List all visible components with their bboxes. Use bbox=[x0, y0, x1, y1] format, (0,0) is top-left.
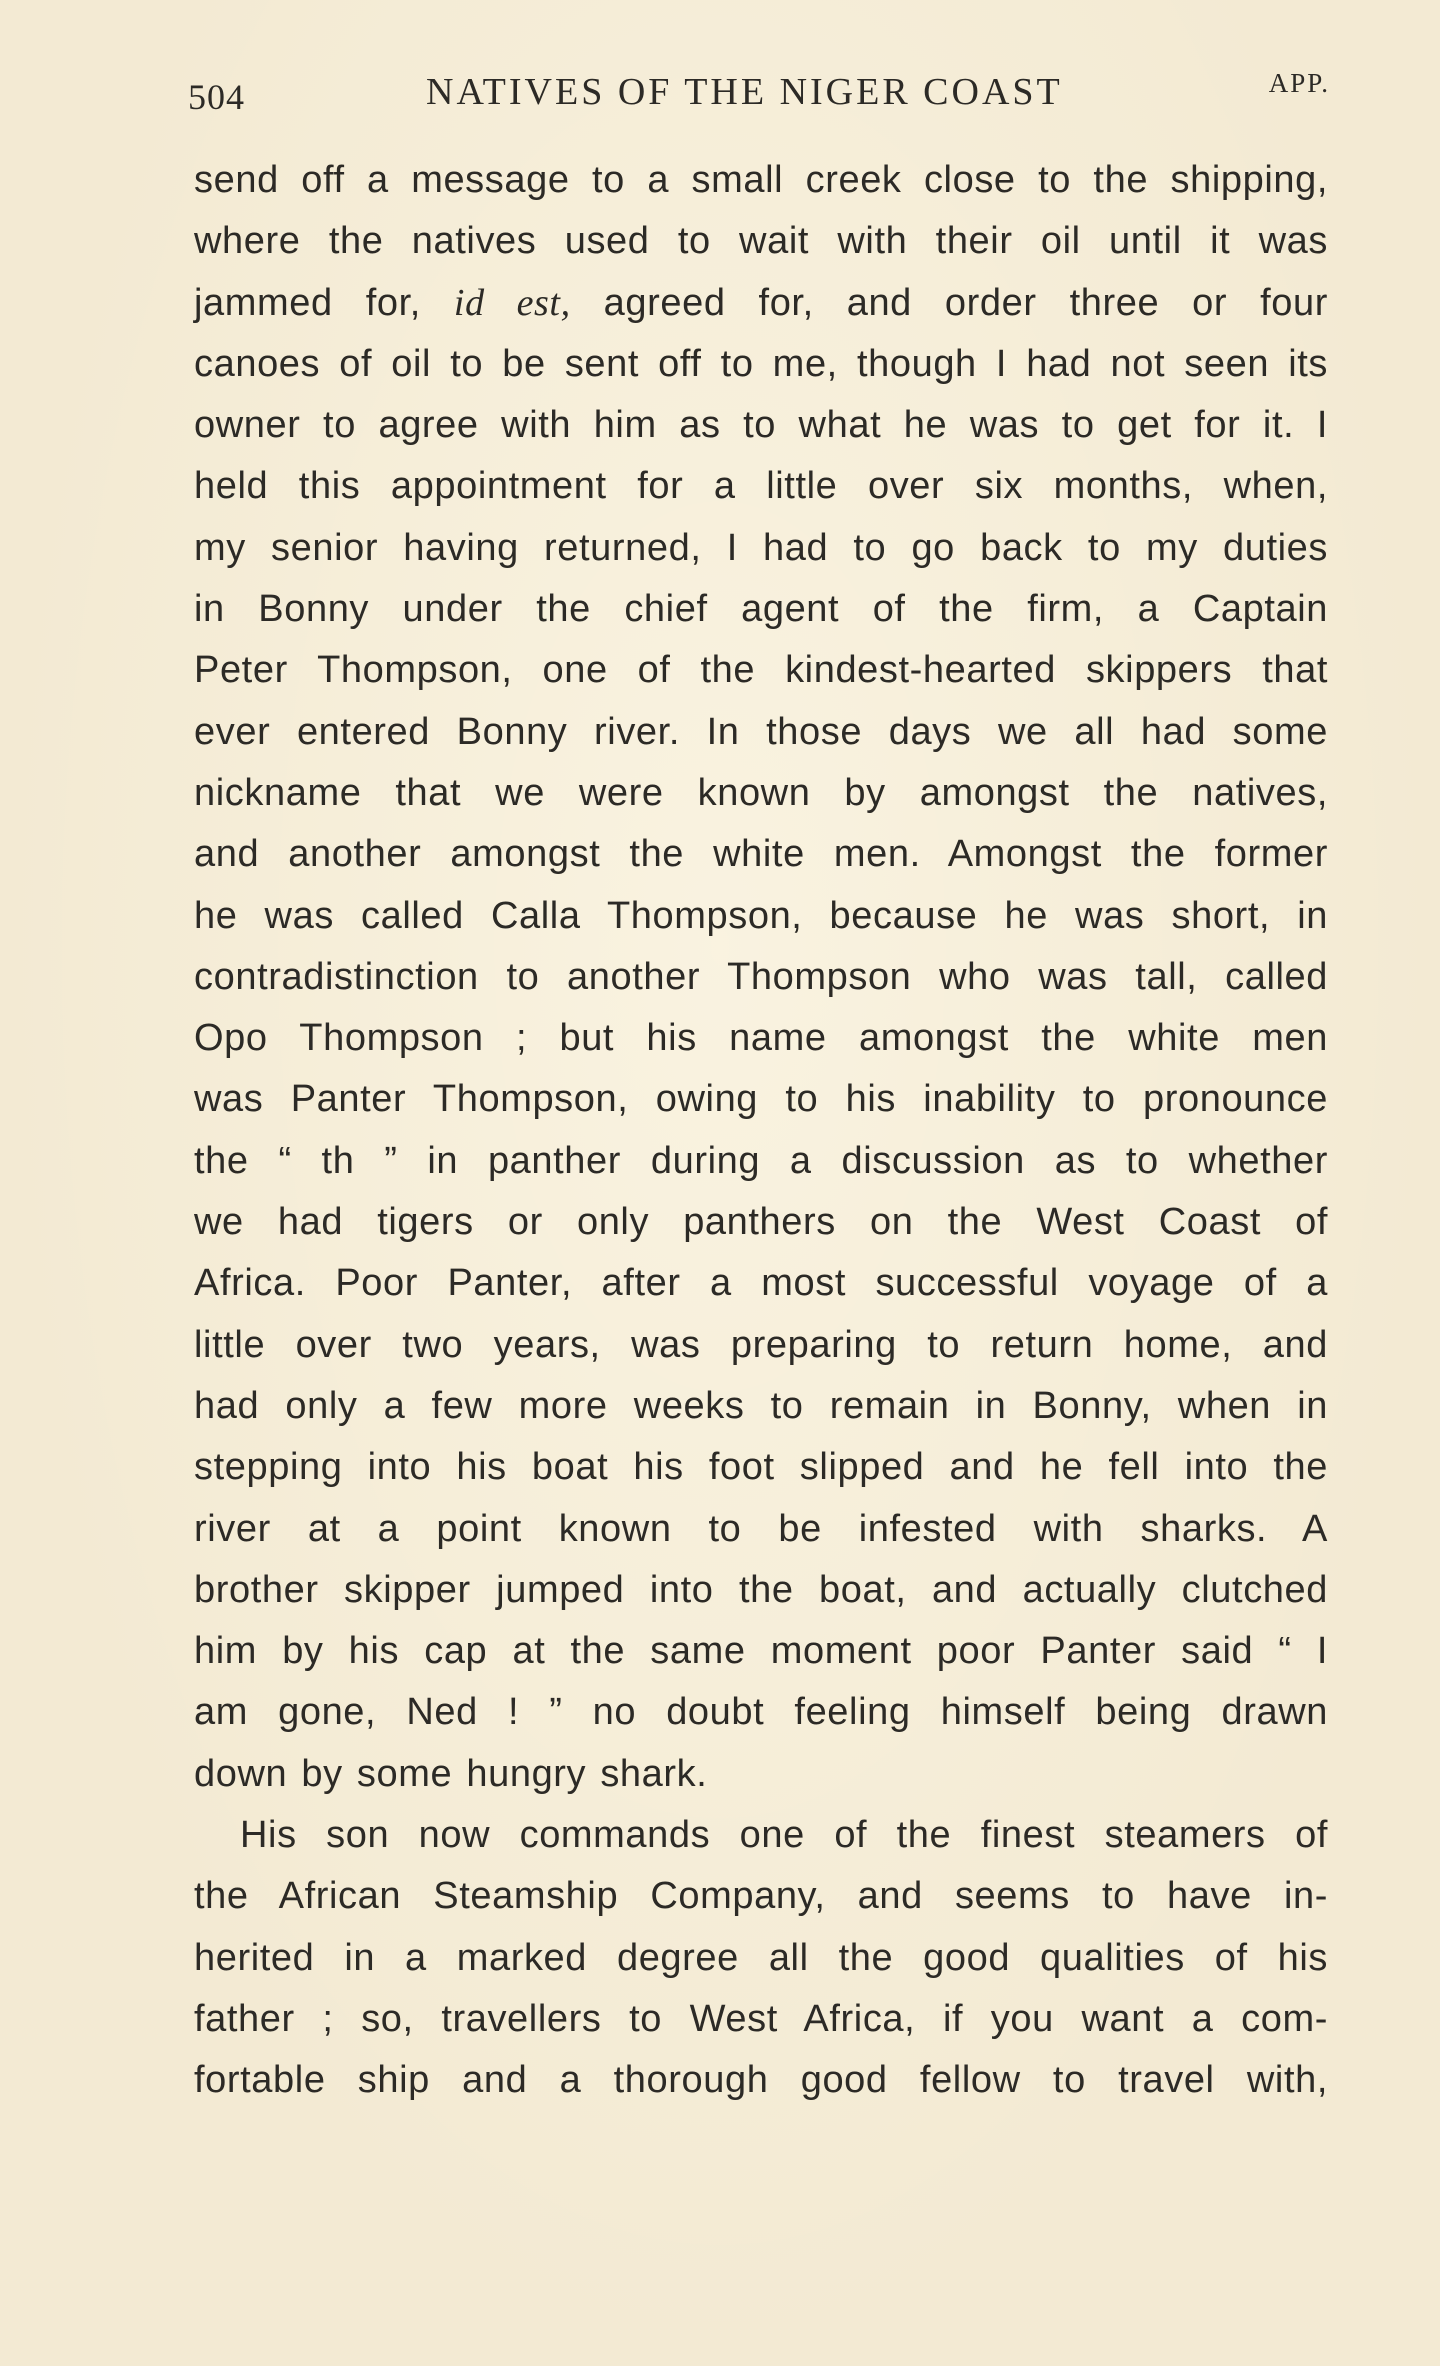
line-text: we had tigers or only panthers on the West Coast of bbox=[194, 1201, 1328, 1244]
line-text: he was called Calla Thompson, because he was short, in bbox=[194, 894, 1328, 937]
text-line bbox=[194, 702, 1328, 763]
line-text: down by some hungry shark. bbox=[194, 1752, 708, 1795]
text-line bbox=[194, 1131, 1328, 1192]
section-mark: APP. bbox=[1268, 68, 1330, 98]
line-text: owner to agree with him as to what he was to get for it. I bbox=[194, 404, 1328, 447]
page-header bbox=[188, 68, 1330, 128]
text-line bbox=[194, 518, 1328, 579]
line-text: send off a message to a small creek close to the shipping, bbox=[194, 159, 1328, 201]
line-text: contradistinction to another Thompson who was tall, called bbox=[194, 955, 1328, 998]
line-text: Peter Thompson, one of the kindest-hearted skippers that bbox=[194, 649, 1328, 692]
text-line bbox=[194, 640, 1328, 701]
text-line bbox=[194, 1192, 1328, 1253]
line-text: nickname that we were known by amongst the natives, bbox=[194, 771, 1328, 814]
paragraph bbox=[194, 1805, 1328, 2111]
line-text: the African Steamship Company, and seems to have in- bbox=[194, 1875, 1328, 1918]
line-text: brother skipper jumped into the boat, and actually clutched bbox=[194, 1568, 1328, 1611]
italic-phrase: id est, bbox=[453, 281, 571, 324]
text-line bbox=[194, 2050, 1328, 2111]
line-text: where the natives used to wait with their oil until it was bbox=[194, 220, 1328, 263]
line-text: little over two years, was preparing to return home, and bbox=[194, 1323, 1328, 1366]
line-text: herited in a marked degree all the good qualities of his bbox=[194, 1936, 1328, 1979]
text-line bbox=[194, 1499, 1328, 1560]
text-line bbox=[194, 1928, 1328, 1989]
body-text bbox=[194, 150, 1328, 2112]
text-line bbox=[194, 1315, 1328, 1376]
line-text: canoes of oil to be sent off to me, though I had not seen its bbox=[194, 342, 1328, 385]
text-line bbox=[194, 824, 1328, 885]
line-text: and another amongst the white men. Amongst the former bbox=[194, 833, 1328, 876]
text-line bbox=[194, 763, 1328, 824]
line-text: him by his cap at the same moment poor Panter said “ I bbox=[194, 1630, 1328, 1673]
line-text: river at a point known to be infested with sharks. A bbox=[194, 1507, 1328, 1550]
text-line bbox=[194, 1069, 1328, 1130]
line-text: Opo Thompson ; but his name amongst the white men bbox=[194, 1017, 1328, 1060]
paragraph bbox=[194, 150, 1328, 1805]
text-line bbox=[194, 1560, 1328, 1621]
text-line bbox=[194, 1744, 1328, 1805]
text-line bbox=[194, 886, 1328, 947]
line-text: stepping into his boat his foot slipped and he fell into the bbox=[194, 1446, 1328, 1489]
line-text: His son now commands one of the finest steamers of bbox=[240, 1814, 1328, 1857]
text-line bbox=[194, 947, 1328, 1008]
text-line bbox=[194, 1866, 1328, 1927]
line-text: held this appointment for a little over six months, when, bbox=[194, 465, 1328, 508]
text-line bbox=[194, 273, 1328, 334]
text-line bbox=[194, 1805, 1328, 1866]
line-text: the “ th ” in panther during a discussion as to whether bbox=[194, 1139, 1328, 1182]
line-text: jammed for, bbox=[194, 281, 454, 324]
text-line bbox=[194, 1437, 1328, 1498]
line-text: my senior having returned, I had to go back to my duties bbox=[194, 526, 1328, 569]
text-line bbox=[194, 211, 1328, 272]
line-text: am gone, Ned ! ” no doubt feeling himself being drawn bbox=[194, 1691, 1328, 1734]
line-text-continued: agreed for, and order three or four bbox=[570, 281, 1328, 324]
text-line bbox=[194, 579, 1328, 640]
line-text: father ; so, travellers to West Africa, if you want a com- bbox=[194, 1997, 1328, 2040]
text-line bbox=[194, 456, 1328, 517]
text-line bbox=[194, 1253, 1328, 1314]
page-number: 504 bbox=[188, 77, 245, 117]
text-line bbox=[194, 1008, 1328, 1069]
text-line bbox=[194, 395, 1328, 456]
line-text: ever entered Bonny river. In those days we all had some bbox=[194, 710, 1328, 753]
text-line bbox=[194, 1376, 1328, 1437]
text-line bbox=[194, 1989, 1328, 2050]
line-text: in Bonny under the chief agent of the firm, a Captain bbox=[194, 588, 1328, 631]
text-line bbox=[194, 1621, 1328, 1682]
line-text: fortable ship and a thorough good fellow to travel with, bbox=[194, 2059, 1328, 2102]
text-line bbox=[194, 334, 1328, 395]
line-text: had only a few more weeks to remain in Bonny, when in bbox=[194, 1384, 1328, 1427]
line-text: was Panter Thompson, owing to his inability to pronounce bbox=[194, 1078, 1328, 1121]
line-text: Africa. Poor Panter, after a most successful voyage of a bbox=[194, 1262, 1328, 1305]
text-line bbox=[194, 1682, 1328, 1743]
text-line bbox=[194, 150, 1328, 211]
running-title: NATIVES OF THE NIGER COAST bbox=[426, 71, 1063, 113]
